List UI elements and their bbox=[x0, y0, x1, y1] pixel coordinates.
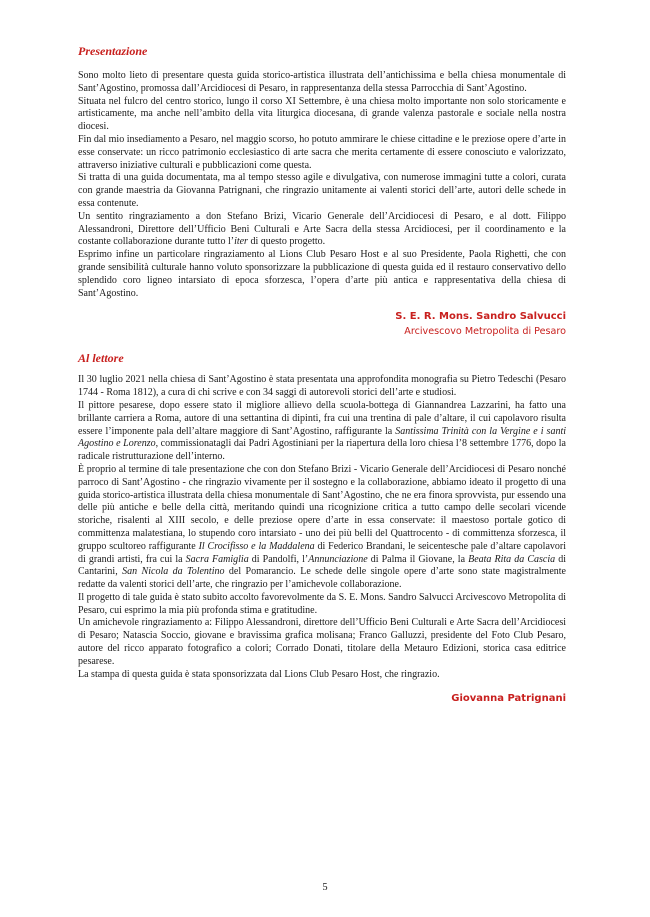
signature-name: S. E. R. Mons. Sandro Salvucci bbox=[395, 311, 566, 323]
text-run: di questo progetto. bbox=[247, 236, 326, 248]
text-run: del Pomarancio. Le schede delle singole opere d’arte sono state magistralmente redatte da valenti storici dell’arte, che ringrazio per l’amichevole collaborazione. bbox=[78, 566, 566, 591]
text-run: Il pittore pesarese, dopo essere stato il migliore allievo della scuola-bottega di Giannandrea Lazzarini, ha fatto una brillante carriera a Roma, autore di una settantina di dipinti, fra cui una trentina di pale d’altare, il cui capolavoro risulta essere l’imponente pala dell’altare maggiore di Sant’Agostino, raffigurante la bbox=[78, 399, 566, 437]
signature-title: Arcivescovo Metropolita di Pesaro bbox=[404, 326, 566, 338]
italic-title: Santissima Trinità con la Vergine e i santi Agostino e Lorenzo bbox=[78, 425, 567, 450]
text-run: , commissionataglі dai Padri Agostiniani per la riapertura della loro chiesa l’8 settembre 1776, dopo la radicale ristrutturazione dell’interno. bbox=[78, 438, 566, 463]
presentazione-body bbox=[78, 70, 566, 300]
paragraph bbox=[78, 592, 566, 618]
text-run: La stampa di questa guida è stata sponsorizzata dal Lions Club Pesaro Host, che ringrazio. bbox=[78, 668, 440, 680]
text-run: Esprimo infine un particolare ringraziamento al Lions Club Pesaro Host e al suo Presidente, Paola Righetti, che con grande sensibilità culturale hanno voluto sponsorizzare la pubblicazione di questa guida ed il restauro conservativo dello splendido coro ligneo intarsiato di epoca sforzesca, l’opera d’arte più antica e rappresentativa della chiesa di Sant’Agostino. bbox=[78, 249, 566, 299]
text-run: Il progetto di tale guida è stato subito accolto favorevolmente da S. E. Mons. Sandro Salvucci Arcivescovo Metropolita di Pesaro, cui esprimo la mia più profonda stima e gratitudine. bbox=[78, 591, 566, 616]
text-run: Situata nel fulcro del centro storico, lungo il corso XI Settembre, è una chiesa molto importante non solo storicamente e artisticamente, ma anche nell’ambito della vita liturgica diocesana, di grande valenza pastorale e sociale nella nostra diocesi. bbox=[78, 95, 566, 133]
section-heading-presentazione: Presentazione bbox=[78, 44, 148, 58]
text-run: di Cantarini, bbox=[78, 553, 566, 578]
paragraph bbox=[78, 464, 566, 592]
paragraph bbox=[78, 400, 566, 464]
paragraph bbox=[78, 70, 566, 96]
paragraph bbox=[78, 211, 566, 249]
text-run: di Palma il Giovane, la bbox=[367, 553, 469, 565]
paragraph bbox=[78, 249, 566, 300]
paragraph bbox=[78, 669, 566, 682]
text-run: Fin dal mio insediamento a Pesaro, nel maggio scorso, ho potuto ammirare le chiese cittadine e le preziose opere d’arte in esse conservate: un ricco patrimonio ecclesiastico di arte sacra che merita certamente di essere conosciuto e valorizzato, attraverso iniziative culturali e pubblicazioni come questa. bbox=[78, 133, 566, 171]
text-run: È proprio al termine di tale presentazione che con don Stefano Brizi - Vicario Generale dell’Arcidiocesi di Pesaro nonché parroco di Sant’Agostino - che ringrazio vivamente per il sostegno e la collaborazione, abbiamo ideato il progetto di una guida storico-artistica illustrata della chiesa monumentale di Sant’Agostino, che ne era finora sprovvista, pur essendo una delle più antiche e belle della città, meritando quindi una ricognizione critica a tutto campo delle secolari vicende storiche, risalenti al XIII secolo, e delle preziose opere d’arte in essa conservate: il maestoso portale gotico di committenza malatestiana, lo stupendo coro intarsiato - uno dei più belli del Quattrocento - di committenza sforzesca, il gruppo scultoreo raffigurante bbox=[78, 463, 566, 552]
paragraph bbox=[78, 172, 566, 210]
text-run: di Pandolfi, l’ bbox=[248, 553, 309, 565]
italic-title: iter bbox=[234, 236, 248, 248]
text-run: Un sentito ringraziamento a don Stefano Brizi, Vicario Generale dell’Arcidiocesi di Pesaro, e al dott. Filippo Alessandroni, Direttore dell’Ufficio Beni Culturali e Arte Sacra della stessa Arcidiocesi, per il coordinamento e la costante collaborazione durante tutto l’ bbox=[78, 210, 566, 248]
page-number: 5 bbox=[322, 882, 328, 893]
text-run: di Federico Brandani, le seicentesche pale d’altare capolavori di grandi artisti, fra cui la bbox=[78, 540, 567, 565]
italic-title: Sacra Famiglia bbox=[185, 553, 249, 565]
text-run: Un amichevole ringraziamento a: Filippo Alessandroni, direttore dell’Ufficio Beni Culturali e Arte Sacra dell’Arcidiocesi di Pesaro; Natascia Soccio, giovane e bravissima grafica molisana; Franco Galluzzi, presidente del Foto Club Pesaro, autore del ricco apparato fotografico a colori; Corrado Donati, titolare della Metauro Edizioni, storica casa editrice pesarese. bbox=[78, 617, 566, 667]
paragraph bbox=[78, 96, 566, 134]
text-run: Si tratta di una guida documentata, ma al tempo stesso agile e divulgativa, con numerose immagini tutte a colori, curata con grande maestria da Giovanna Patrignani, che ringrazio unitamente ai valenti storici dell’arte, autori delle schede in essa contenute. bbox=[78, 172, 566, 209]
text-run: Il 30 luglio 2021 nella chiesa di Sant’Agostino è stata presentata una approfondita monografia su Pietro Tedeschi (Pesaro 1744 - Roma 1812), a cura di chi scrive e con 34 saggi di autorevoli storici dell’arte e studiosi. bbox=[78, 374, 566, 399]
italic-title: Annunciazione bbox=[308, 553, 368, 565]
paragraph bbox=[78, 374, 566, 400]
al-lettore-body bbox=[78, 374, 566, 681]
paragraph bbox=[78, 617, 566, 668]
italic-title: Il Crocifisso e la Maddalena bbox=[198, 540, 315, 552]
paragraph bbox=[78, 134, 566, 172]
text-run: Sono molto lieto di presentare questa guida storico-artistica illustrata dell’antichissima e bella chiesa monumentale di Sant’Agostino, promossa dall’Arcidiocesi di Pesaro, in rappresentanza della stessa Parrocchia di Sant’Agostino. bbox=[78, 70, 566, 94]
section-heading-al-lettore: Al lettore bbox=[78, 351, 124, 366]
italic-title: San Nicola da Tolentino bbox=[122, 566, 225, 578]
page-content bbox=[78, 44, 566, 706]
author-signature: Giovanna Patrignani bbox=[451, 693, 566, 705]
italic-title: Beata Rita da Cascia bbox=[468, 553, 556, 565]
